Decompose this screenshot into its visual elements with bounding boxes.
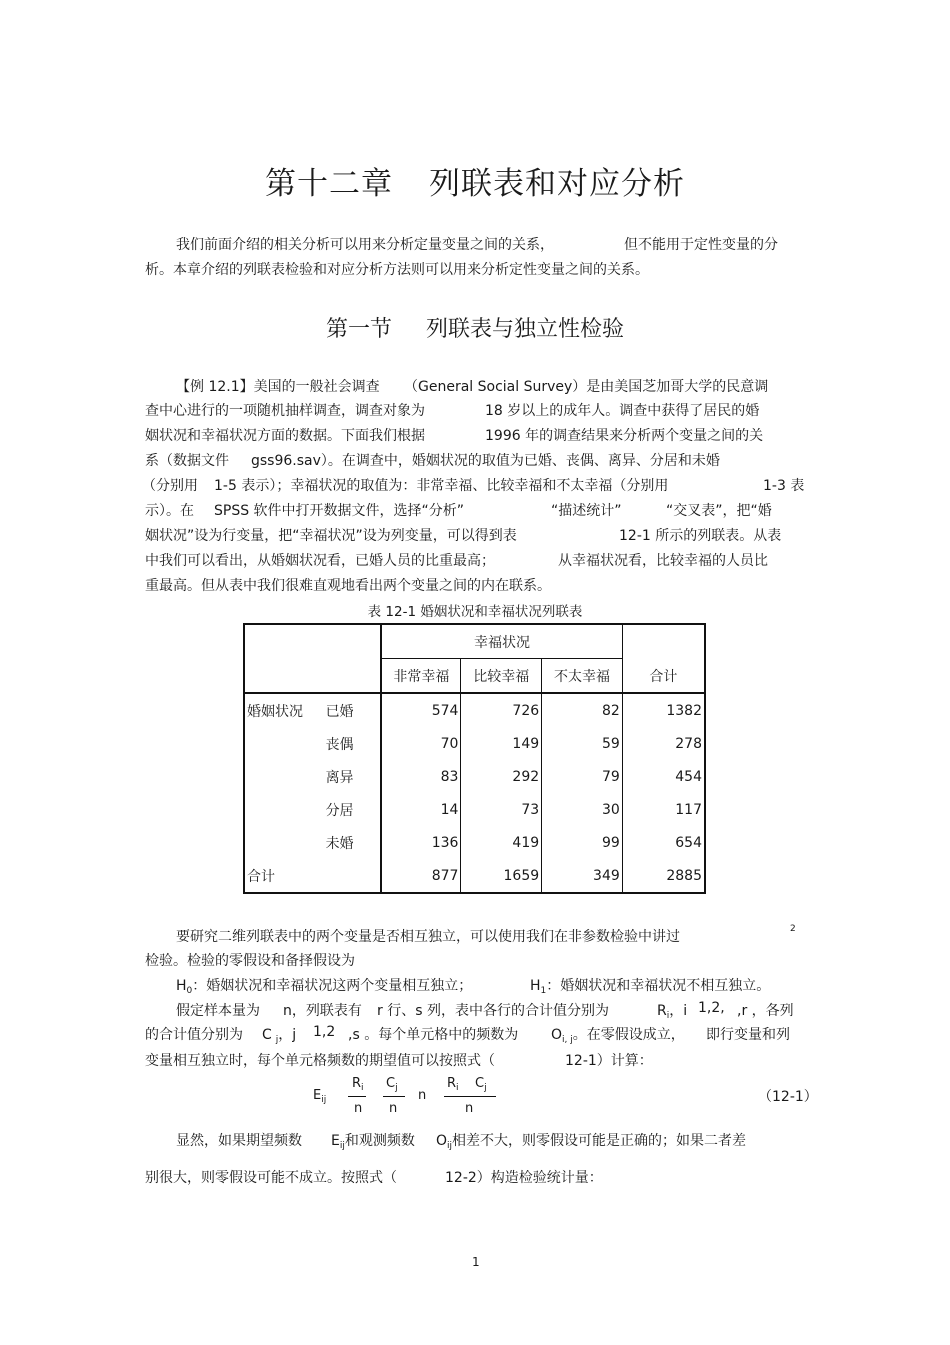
ex-l7a: 姻状况”设为行变量，把“幸福状况”设为列变量，可以得到表 xyxy=(145,528,517,544)
ex-l5b: 1-5 表示）；幸福状况的取值为：非常幸福、比较幸福和不太幸福（分别用 xyxy=(214,478,669,494)
after-l4h: ,r ，各列 xyxy=(737,1003,794,1019)
ex-l8b: 从幸福状况看，比较幸福的人员比 xyxy=(558,553,768,569)
closing-l1e: $O_{ij}$相差不大，则零假设可能是正确的；如果二者差 xyxy=(436,1133,747,1151)
ex-l6d: “交叉表”，把“婚 xyxy=(666,503,772,519)
intro-line-1b: 但不能用于定性变量的分 xyxy=(624,237,778,253)
cell: 149 xyxy=(461,727,542,760)
cell: 73 xyxy=(461,793,542,826)
row-label: 丧偶 xyxy=(324,727,382,760)
cell: 82 xyxy=(542,693,623,727)
cell: 30 xyxy=(542,793,623,826)
row-label: 未婚 xyxy=(324,826,382,859)
formula-n4: n xyxy=(465,1101,474,1116)
after-l4b: n，列联表有 xyxy=(283,1003,362,1019)
col-header: 不太幸福 xyxy=(542,659,623,694)
table-row xyxy=(244,727,705,760)
ex-l3b: 1996 年的调查结果来分析两个变量之间的关 xyxy=(485,428,764,444)
after-l5e: 1,2 xyxy=(313,1024,336,1040)
closing-l1a: 显然，如果期望频数 xyxy=(176,1133,302,1149)
cell: 99 xyxy=(542,826,623,859)
table-row xyxy=(244,793,705,826)
table-row xyxy=(244,693,705,727)
closing-l2b: 12-2）构造检验统计量： xyxy=(445,1170,603,1186)
after-l5b: C $_j$，j xyxy=(262,1027,297,1045)
cell: 83 xyxy=(381,760,461,793)
ex-l6a: 示）。在 xyxy=(145,503,194,519)
intro-line-1a: 我们前面介绍的相关分析可以用来分析定量变量之间的关系， xyxy=(176,237,554,253)
cell: 654 xyxy=(675,834,702,851)
cell: 2885 xyxy=(666,867,702,884)
hypothesis-h1: $H_1$：婚姻状况和幸福状况不相互独立。 xyxy=(530,978,771,996)
col-header: 非常幸福 xyxy=(381,659,461,694)
ex-l1a: 【例 12.1】美国的一般社会调查 xyxy=(176,379,380,395)
table-total-row xyxy=(244,859,705,893)
cell: 726 xyxy=(461,693,542,727)
formula-E: $E_{ij}$ xyxy=(313,1088,327,1105)
ex-l4b: gss96.sav）。在调查中，婚姻状况的取值为已婚、丧偶、离异、分居和未婚 xyxy=(251,453,720,469)
cell: 278 xyxy=(675,735,702,752)
ex-l6c: “描述统计” xyxy=(551,503,622,519)
formula-n1: n xyxy=(354,1101,363,1116)
cell: 877 xyxy=(381,859,461,893)
after-l5f: ,s 。每个单元格中的频数为 xyxy=(348,1027,519,1043)
ex-l9: 重最高。但从表中我们很难直观地看出两个变量之间的内在联系。 xyxy=(145,578,551,594)
ex-l2b: 18 岁以上的成年人。调查中获得了居民的婚 xyxy=(485,403,760,419)
cell: 1659 xyxy=(461,859,542,893)
ex-l5a: （分别用 xyxy=(142,478,198,494)
ex-l5c: 1-3 表 xyxy=(763,478,805,494)
formula-number: （12-1） xyxy=(758,1089,818,1105)
formula-C: $C_j$ xyxy=(386,1076,398,1093)
cell: 454 xyxy=(675,768,702,785)
closing-l2a: 别很大，则零假设可能不成立。按照式（ xyxy=(145,1170,397,1186)
cell: 70 xyxy=(381,727,461,760)
ex-l7b: 12-1 所示的列联表。从表 xyxy=(619,528,782,544)
cell: 349 xyxy=(542,859,623,893)
row-label: 离异 xyxy=(324,760,382,793)
formula-n2: n xyxy=(389,1101,398,1116)
formula-n3: n xyxy=(418,1088,427,1103)
formula-C2: $C_j$ xyxy=(475,1076,487,1093)
after-l2: 检验。检验的零假设和备择假设为 xyxy=(145,953,355,969)
fraction-line xyxy=(348,1096,366,1097)
after-l5a: 的合计值分别为 xyxy=(145,1027,243,1043)
ex-l2a: 查中心进行的一项随机抽样调查，调查对象为 xyxy=(145,403,425,419)
cell: 14 xyxy=(381,793,461,826)
ex-l6b: SPSS 软件中打开数据文件，选择“分析” xyxy=(214,503,465,519)
cell: 1382 xyxy=(666,702,702,719)
after-l4de: $R_i$，i xyxy=(657,1003,688,1021)
ex-l8a: 中我们可以看出，从婚姻状况看，已婚人员的比重最高； xyxy=(145,553,495,569)
chi-square-superscript: 2 xyxy=(790,924,796,934)
fraction-line xyxy=(383,1096,405,1097)
after-l4g: 1,2, xyxy=(698,1000,725,1016)
page-number: 1 xyxy=(472,1255,480,1269)
cell: 117 xyxy=(675,801,702,818)
intro-line-2: 析。本章介绍的列联表检验和对应分析方法则可以用来分析定性变量之间的关系。 xyxy=(145,262,649,278)
ex-l3a: 姻状况和幸福状况方面的数据。下面我们根据 xyxy=(145,428,425,444)
cell: 79 xyxy=(542,760,623,793)
row-label: 分居 xyxy=(324,793,382,826)
cell: 59 xyxy=(542,727,623,760)
row-var-label: 婚姻状况 xyxy=(247,703,303,720)
chapter-title: 第十二章 列联表和对应分析 xyxy=(265,166,685,202)
after-l5j: 即行变量和列 xyxy=(706,1027,790,1043)
after-l4a: 假定样本量为 xyxy=(176,1003,260,1019)
after-l6a: 变量相互独立时，每个单元格频数的期望值可以按照式（ xyxy=(145,1053,495,1069)
hypothesis-h0: $H_0$：婚姻状况和幸福状况这两个变量相互独立； xyxy=(176,978,473,996)
ex-l4a: 系（数据文件 xyxy=(145,453,229,469)
total-col-header: 合计 xyxy=(622,624,705,693)
cell: 136 xyxy=(381,826,461,859)
col-header: 比较幸福 xyxy=(461,659,542,694)
closing-l1b: $E_{ij}$和观测频数 xyxy=(331,1133,415,1151)
formula-R2: $R_i$ xyxy=(447,1076,459,1093)
total-row-label: 合计 xyxy=(244,859,381,893)
formula-R: $R_i$ xyxy=(352,1076,364,1093)
table-row xyxy=(244,826,705,859)
after-l6b: 12-1）计算： xyxy=(565,1053,653,1069)
group-header: 幸福状况 xyxy=(381,624,622,659)
after-l5g: $O_{i, j}$。在零假设成立， xyxy=(551,1027,685,1045)
fraction-line xyxy=(444,1096,496,1097)
after-l1a: 要研究二维列联表中的两个变量是否相互独立，可以使用我们在非参数检验中讲过 xyxy=(176,929,680,945)
after-l4c: r 行、s 列，表中各行的合计值分别为 xyxy=(377,1003,609,1019)
cell: 292 xyxy=(461,760,542,793)
table-caption: 表 12-1 婚姻状况和幸福状况列联表 xyxy=(367,604,583,620)
table-row xyxy=(244,760,705,793)
cell: 419 xyxy=(461,826,542,859)
cell: 574 xyxy=(381,693,461,727)
section-title: 第一节 列联表与独立性检验 xyxy=(325,317,625,342)
contingency-table xyxy=(243,623,706,894)
row-label: 已婚 xyxy=(324,693,382,727)
ex-l1b: （General Social Survey）是由美国芝加哥大学的民意调 xyxy=(404,379,769,395)
